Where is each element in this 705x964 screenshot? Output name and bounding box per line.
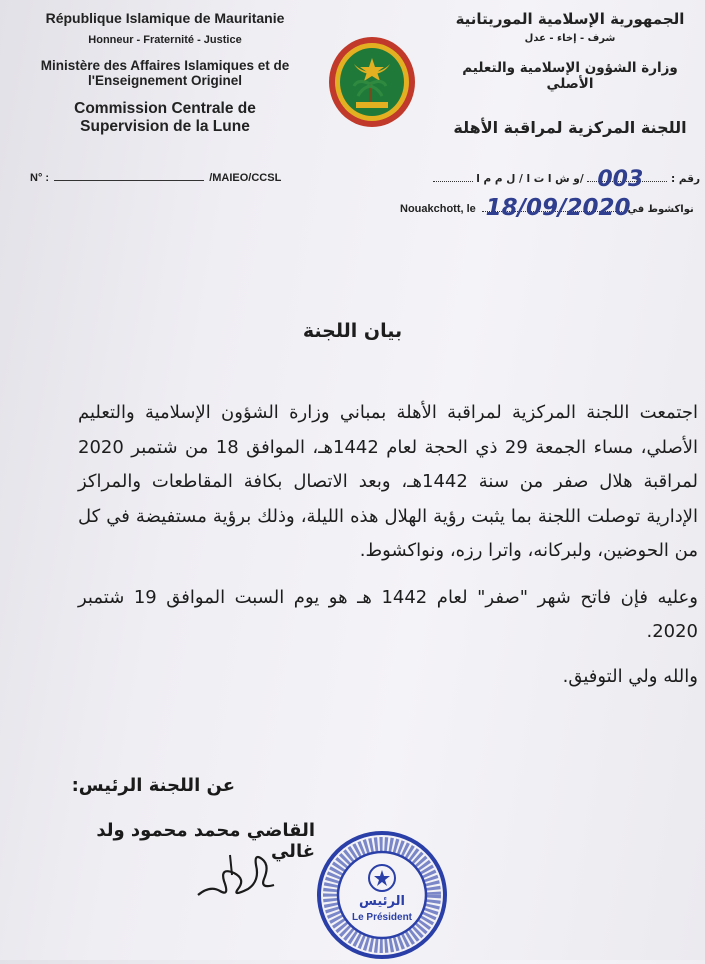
document-body: [78, 396, 698, 694]
ref-label-ar: رقم :: [670, 173, 700, 185]
handwritten-signature: [190, 845, 280, 905]
date-label-ar: نواكشوط في: [627, 204, 694, 215]
commission-fr-2: Supervision de la Lune: [80, 118, 250, 135]
commission-ar: اللجنة المركزية لمراقبة الأهلة: [453, 118, 687, 137]
signature-on-behalf: عن اللجنة الرئيس:: [71, 775, 235, 796]
commission-fr-1: Commission Centrale de: [74, 100, 256, 117]
ref-number-handwritten: 003: [597, 167, 644, 192]
date-dots: [482, 195, 631, 221]
stamp-center-fr: Le Président: [351, 912, 413, 923]
ref-dots-ar-2: [433, 181, 473, 182]
republic-ar: الجمهورية الإسلامية الموريتانية: [455, 10, 685, 28]
paragraph-main: اجتمعت اللجنة المركزية لمراقبة الأهلة بمباني وزارة الشؤون الإسلامية والتعليم الأصلي، مساء الجمعة 29 ذي الحجة لعام 1442هـ، الموافق 18 من شتمبر 2020 لمراقبة هلال صفر من سنة 1442هـ، وبعد الاتصال بكافة المقاطعات والمراكز الإدارية توصلت اللجنة بما يثبت رؤية الهلال هذه الليلة، وذلك برؤية مستفيضة في كل من الحوضين، ولبركانه، واترا رزه، ونواكشوط.: [78, 402, 699, 561]
signature-scribble-icon: [190, 845, 280, 905]
ref-line-fr: [54, 180, 204, 181]
header-ar: [440, 10, 700, 137]
document-title: بيان اللجنة: [302, 320, 403, 342]
ref-suffix-fr: /MAIEO/CCSL: [209, 172, 282, 184]
motto-fr: Honneur - Fraternité - Justice: [88, 34, 242, 46]
reference-ar: [400, 167, 700, 193]
republic-fr: République Islamique de Mauritanie: [45, 10, 285, 26]
date-line: [400, 195, 702, 226]
ministry-fr-2: l'Enseignement Originel: [88, 73, 242, 88]
header-fr: [20, 8, 310, 136]
seal-emblem-icon: [328, 36, 416, 128]
motto-ar: شرف - إخاء - عدل: [524, 33, 616, 44]
reference-fr: [30, 172, 330, 184]
paragraph-closing: والله ولي التوفيق.: [562, 665, 698, 687]
national-seal: [328, 36, 416, 128]
official-stamp: [316, 830, 448, 960]
ref-suffix-ar: /و ش ا ت ا / ل م م ا: [476, 173, 584, 185]
date-label-fr: Nouakchott, le: [400, 203, 476, 215]
paragraph-conclusion: وعليه فإن فاتح شهر "صفر" لعام 1442 هـ هو يوم السبت الموافق 19 شتمبر 2020.: [78, 586, 698, 642]
ministry-fr-1: Ministère des Affaires Islamiques et de: [40, 58, 290, 73]
date-value-handwritten: 18/09/2020: [485, 195, 631, 221]
signatory-name: القاضي محمد محمود ولد غالي: [96, 820, 315, 862]
stamp-center-ar: الرئيس: [359, 894, 405, 909]
ref-label-fr: N° :: [30, 172, 50, 184]
ministry-ar: وزارة الشؤون الإسلامية والتعليم الأصلي: [462, 60, 678, 92]
ref-dots-ar: [587, 167, 667, 192]
